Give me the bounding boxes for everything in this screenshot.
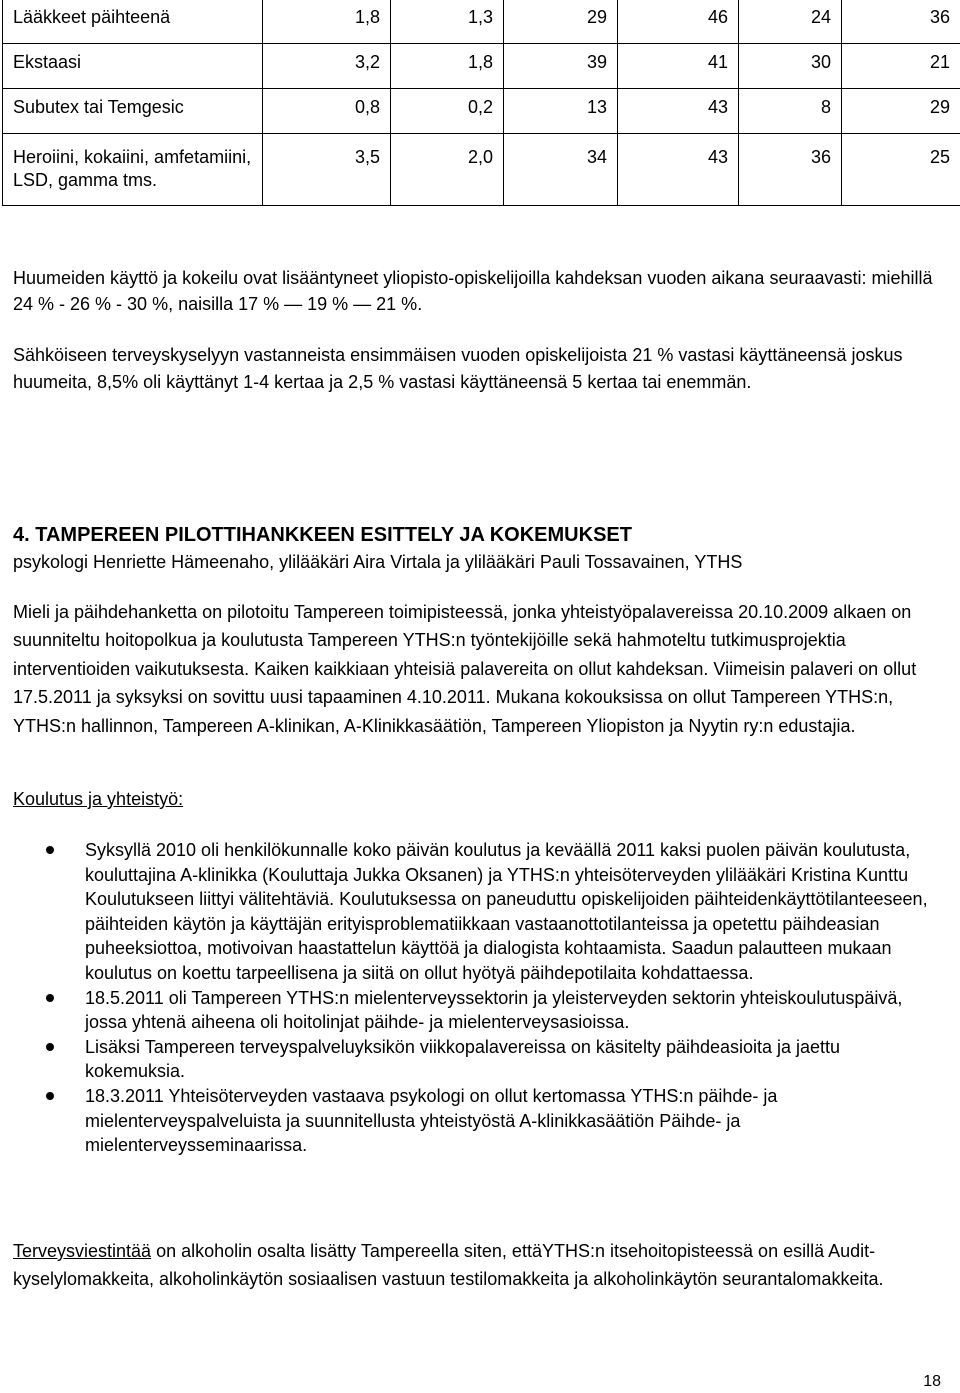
table-cell: 43 [618,134,739,206]
table-cell: 1,8 [391,44,504,89]
table-cell: 46 [618,0,739,44]
table-cell: 0,8 [263,89,391,134]
table-cell: 30 [739,44,842,89]
table-cell: 43 [618,89,739,134]
table-cell: 34 [504,134,618,206]
koulutus-list [0,838,960,1158]
list-item [0,986,943,1035]
table-cell: 29 [842,89,960,134]
list-item [0,838,943,986]
list-item-text: Lisäksi Tampereen terveyspalveluyksikön viikkopalavereissa on käsitelty päihdeasioita ja jaettu kokemuksia. [85,1036,841,1082]
list-item [0,1035,943,1084]
list-item-text: Syksyllä 2010 oli henkilökunnalle koko päivän koulutus ja keväällä 2011 kaksi puolen päivän koulutusta, kouluttajina A-klinikka (Kouluttaja Jukka Oksanen) ja YTHS:n yhteisöterveyden ylilääkäri Kristina Kunttu Koulutukseen liittyi välitehtäviä. Koulutuksessa on paneuduttu opiskelijoiden päihteidenkäyttötilanteeseen, päihteiden käytön ja käyttäjän erityisproblematiikkaan vastaanottotilanteissa ja opetettu päihdeasian puheeksiottoa, motivoivan haastattelun käyttöä ja dialogista kohtaamista. Saadun palautteen mukaan koulutus on koettu tarpeellisena ja siitä on ollut hyötyä päihdepotilaita kohdattaessa. [85,840,928,983]
paragraph-health-survey: Sähköiseen terveyskyselyyn vastanneista ensimmäisen vuoden opiskelijoista 21 % vastasi käyttäneensä joskus huumeita, 8,5% oli käyttänyt 1-4 kertaa ja 2,5 % vastasi käyttäneensä 5 kertaa tai enemmän. [13,345,903,392]
row-label-line: Heroiini, kokaiini, amfetamiini, [13,147,252,167]
table-cell: 0,2 [391,89,504,134]
bullet-icon [46,1092,54,1100]
table-cell: 36 [739,134,842,206]
table-row [3,134,960,206]
table-cell: 1,3 [391,0,504,44]
terveysviestinta-term: Terveysviestintää [13,1241,152,1261]
koulutus-subheading: Koulutus ja yhteistyö: [13,789,184,809]
section-authors: psykologi Henriette Hämeenaho, ylilääkäri Aira Virtala ja ylilääkäri Pauli Tossavainen, YTHS [13,552,743,572]
table-cell: 8 [739,89,842,134]
substance-use-table [2,0,960,206]
row-label [3,134,263,206]
table-cell: 29 [504,0,618,44]
bullet-icon [46,846,54,854]
bullet-icon [46,994,54,1002]
row-label: Subutex tai Temgesic [3,89,263,134]
table-cell: 24 [739,0,842,44]
terveysviestinta-text: on alkoholin osalta lisätty Tampereella siten, ettäYTHS:n itsehoitopisteessä on esillä Audit-kyselylomakkeita, alkoholinkäytön sosiaalisen vastuun testilomakkeita ja alkoholinkäytön seurantalomakkeita. [13,1241,884,1289]
table-cell: 39 [504,44,618,89]
table-cell: 3,5 [263,134,391,206]
table-cell: 1,8 [263,0,391,44]
row-label: Lääkkeet päihteenä [3,0,263,44]
list-item-text: 18.5.2011 oli Tampereen YTHS:n mielenterveyssektorin ja yleisterveyden sektorin yhteiskoulutuspäivä, jossa yhtenä aiheena oli hoitolinjat päihde- ja mielenterveysasioissa. [85,987,903,1033]
section-heading: 4. TAMPEREEN PILOTTIHANKKEEN ESITTELY JA KOKEMUKSET [13,524,632,546]
paragraph-health-communication [13,1237,948,1293]
table-cell: 41 [618,44,739,89]
row-label: Ekstaasi [3,44,263,89]
table-cell: 36 [842,0,960,44]
table-cell: 3,2 [263,44,391,89]
row-label-line: LSD, gamma tms. [13,170,158,190]
table-cell: 25 [842,134,960,206]
list-item [0,1084,943,1158]
table-cell: 13 [504,89,618,134]
table-cell: 21 [842,44,960,89]
list-item-text: 18.3.2011 Yhteisöterveyden vastaava psykologi on ollut kertomassa YTHS:n päihde- ja mielenterveyspalveluista ja suunnitellusta yhteistyöstä A-klinikkasäätiön Päihde- ja mielenterveysseminaarissa. [85,1085,778,1156]
paragraph-pilot-project: Mieli ja päihdehanketta on pilotoitu Tampereen toimipisteessä, jonka yhteistyöpalavereissa 20.10.2009 alkaen on suunniteltu hoitopolkua ja koulutusta Tampereen YTHS:n työntekijöille sekä hahmoteltu tutkimusprojektia interventioiden vaikutuksesta. Kaiken kaikkiaan yhteisiä palavereita on ollut kahdeksan. Viimeisin palaveri on ollut 17.5.2011 ja syksyksi on sovittu uusi tapaaminen 4.10.2011. Mukana kokouksissa on ollut Tampereen YTHS:n, YTHS:n hallinnon, Tampereen A-klinikan, A-Klinikkasäätiön, Tampereen Yliopiston ja Nyytin ry:n edustajia. [13,602,917,736]
bullet-icon [46,1043,54,1051]
page-number: 18 [923,1373,941,1390]
table-cell: 2,0 [391,134,504,206]
table-row [3,0,960,44]
table-row [3,44,960,89]
paragraph-drug-use-trend: Huumeiden käyttö ja kokeilu ovat lisääntyneet yliopisto-opiskelijoilla kahdeksan vuoden aikana seuraavasti: miehillä 24 % - 26 % - 30 %, naisilla 17 % — 19 % — 21 %. [13,268,933,314]
table-row [3,89,960,134]
